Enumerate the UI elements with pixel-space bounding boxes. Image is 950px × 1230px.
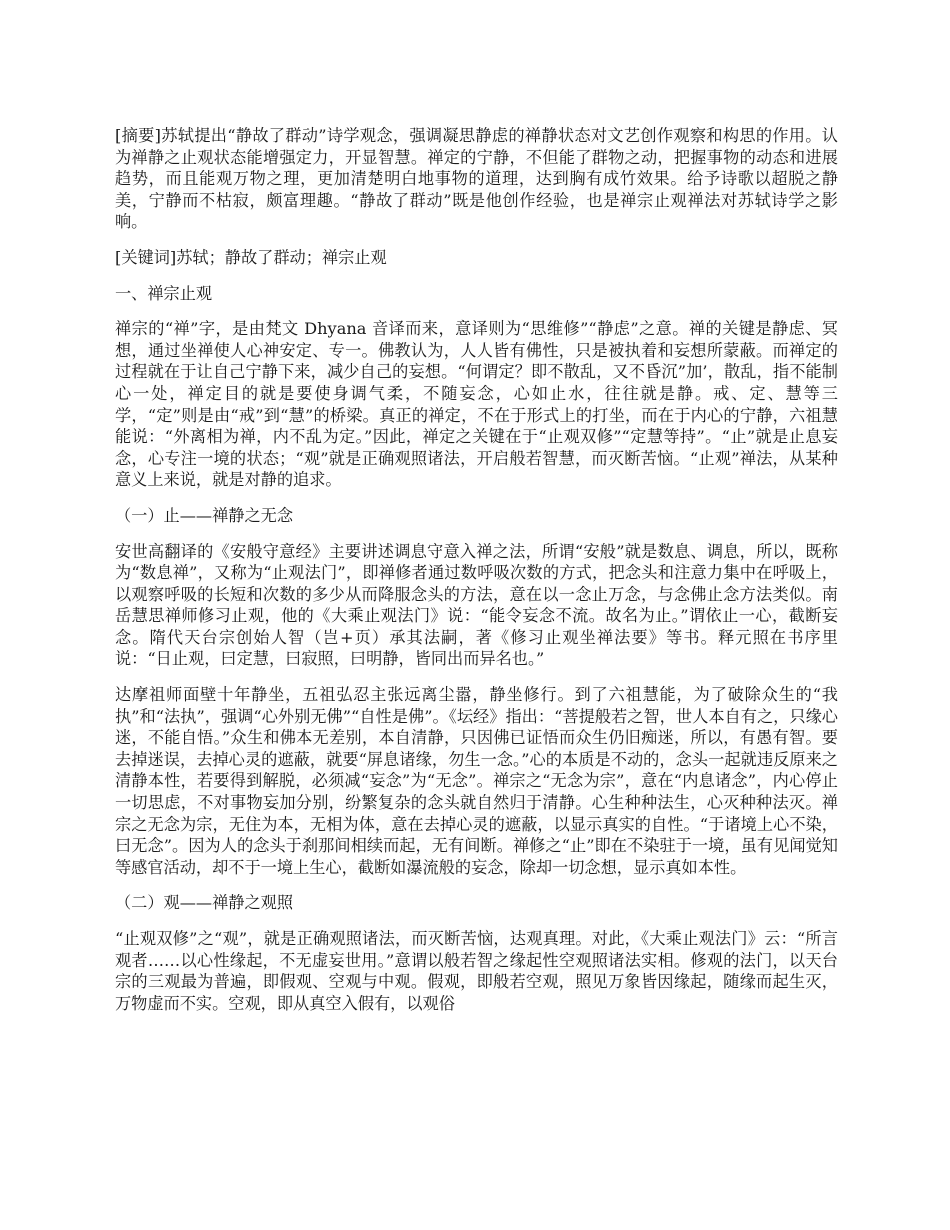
article-page bbox=[115, 125, 838, 1028]
subsection-heading-zhi: （一）止——禅静之无念 bbox=[115, 505, 294, 525]
abstract-paragraph: [摘要]苏轼提出“静故了群动”诗学观念，强调凝思静虑的禅静状态对文艺创作观察和构思的作用。认为禅静之止观状态能增强定力，开显智慧。禅定的宁静，不但能了群物之动，把握事物的动态和进展趋势，而且能观万物之理，更加清楚明白地事物的道理，达到胸有成竹效果。给予诗歌以超脱之静美，宁静而不枯寂，颇富理趣。“静故了群动”既是他创作经验，也是禅宗止观禅法对苏轼诗学之影响。 bbox=[115, 126, 838, 232]
body-paragraph: 安世高翻译的《安般守意经》主要讲述调息守意入禅之法，所谓“安般”就是数息、调息，所以，既称为“数息禅”，又称为“止观法门”，即禅修者通过数呼吸次数的方式，把念头和注意力集中在呼吸上，以观察呼吸的长短和次数的多少从而降服念头的方法，意在以一念止万念，与念佛止念方法类似。南岳慧思禅师修习止观，他的《大乘止观法门》说：“能令妄念不流。故名为止。”谓依止一心，截断妄念。隋代天台宗创始人智（岂+页）承其法嗣，著《修习止观坐禅法要》等书。释元照在书序里说：“日止观，曰定慧，曰寂照，曰明静，皆同出而异名也。” bbox=[115, 541, 838, 669]
body-paragraph: “止观双修”之“观”，就是正确观照诸法，而灭断苦恼，达观真理。对此，《大乘止观法门》云：“所言观者……以心性缘起，不无虚妄世用。”意谓以般若智之缘起性空观照诸法实相。修观的法门，以天台宗的三观最为普遍，即假观、空观与中观。假观，即般若空观，照见万象皆因缘起，随缘而起生灭，万物虚而不实。空观，即从真空入假有，以观俗 bbox=[115, 929, 838, 1013]
keywords-paragraph: [关键词]苏轼；静故了群动；禅宗止观 bbox=[115, 247, 387, 267]
body-paragraph: 禅宗的“禅”字，是由梵文 Dhyana 音译而来，意译则为“思维修”“静虑”之意。禅的关键是静虑、冥想，通过坐禅使人心神安定、专一。佛教认为，人人皆有佛性，只是被执着和妄想所蒙蔽。而禅定的过程就在于让自己宁静下来，减少自己的妄想。“何谓定？即不散乱，又不昏沉”加’，散乱，指不能制心一处，禅定目的就是要使身调气柔，不随妄念，心如止水，往往就是静。戒、定、慧等三学，“定”则是由“戒”到“慧”的桥梁。真正的禅定，不在于形式上的打坐，而在于内心的宁静，六祖慧能说：“外离相为禅，内不乱为定。”因此，禅定之关键在于“止观双修”“定慧等持”。“止”就是止息妄念，心专注一境的状态；“观”就是正确观照诸法，开启般若智慧，而灭断苦恼。“止观”禅法，从某种意义上来说，就是对静的追求。 bbox=[115, 319, 838, 490]
subsection-heading-guan: （二）观——禅静之观照 bbox=[115, 893, 294, 913]
body-paragraph: 达摩祖师面壁十年静坐，五祖弘忍主张远离尘嚣，静坐修行。到了六祖慧能，为了破除众生的“我执”和“法执”，强调“心外别无佛”“自性是佛”。《坛经》指出：“菩提般若之智，世人本自有之，只缘心迷，不能自悟。”众生和佛本无差别，本自清静，只因佛已证悟而众生仍旧痴迷，所以，有愚有智。要去掉迷误，去掉心灵的遮蔽，就要“屏息诸缘，勿生一念。”心的本质是不动的，念头一起就违反原来之清静本性，若要得到解脱，必须减“妄念”为“无念”。禅宗之“无念为宗”，意在“内息诸念”，内心停止一切思虑，不对事物妄加分别，纷繁复杂的念头就自然归于清静。心生种种法生，心灭种种法灭。禅宗之无念为宗，无住为本，无相为体，意在去掉心灵的遮蔽，以显示真实的自性。“于诸境上心不染，曰无念”。因为人的念头于刹那间相续而起，无有间断。禅修之“止”即在不染驻于一境，虽有见闻觉知等感官活动，却不于一境上生心，截断如瀑流般的妄念，除却一切念想，显示真如本性。 bbox=[115, 685, 838, 877]
section-heading-chan-zhiguan: 一、禅宗止观 bbox=[115, 283, 213, 303]
